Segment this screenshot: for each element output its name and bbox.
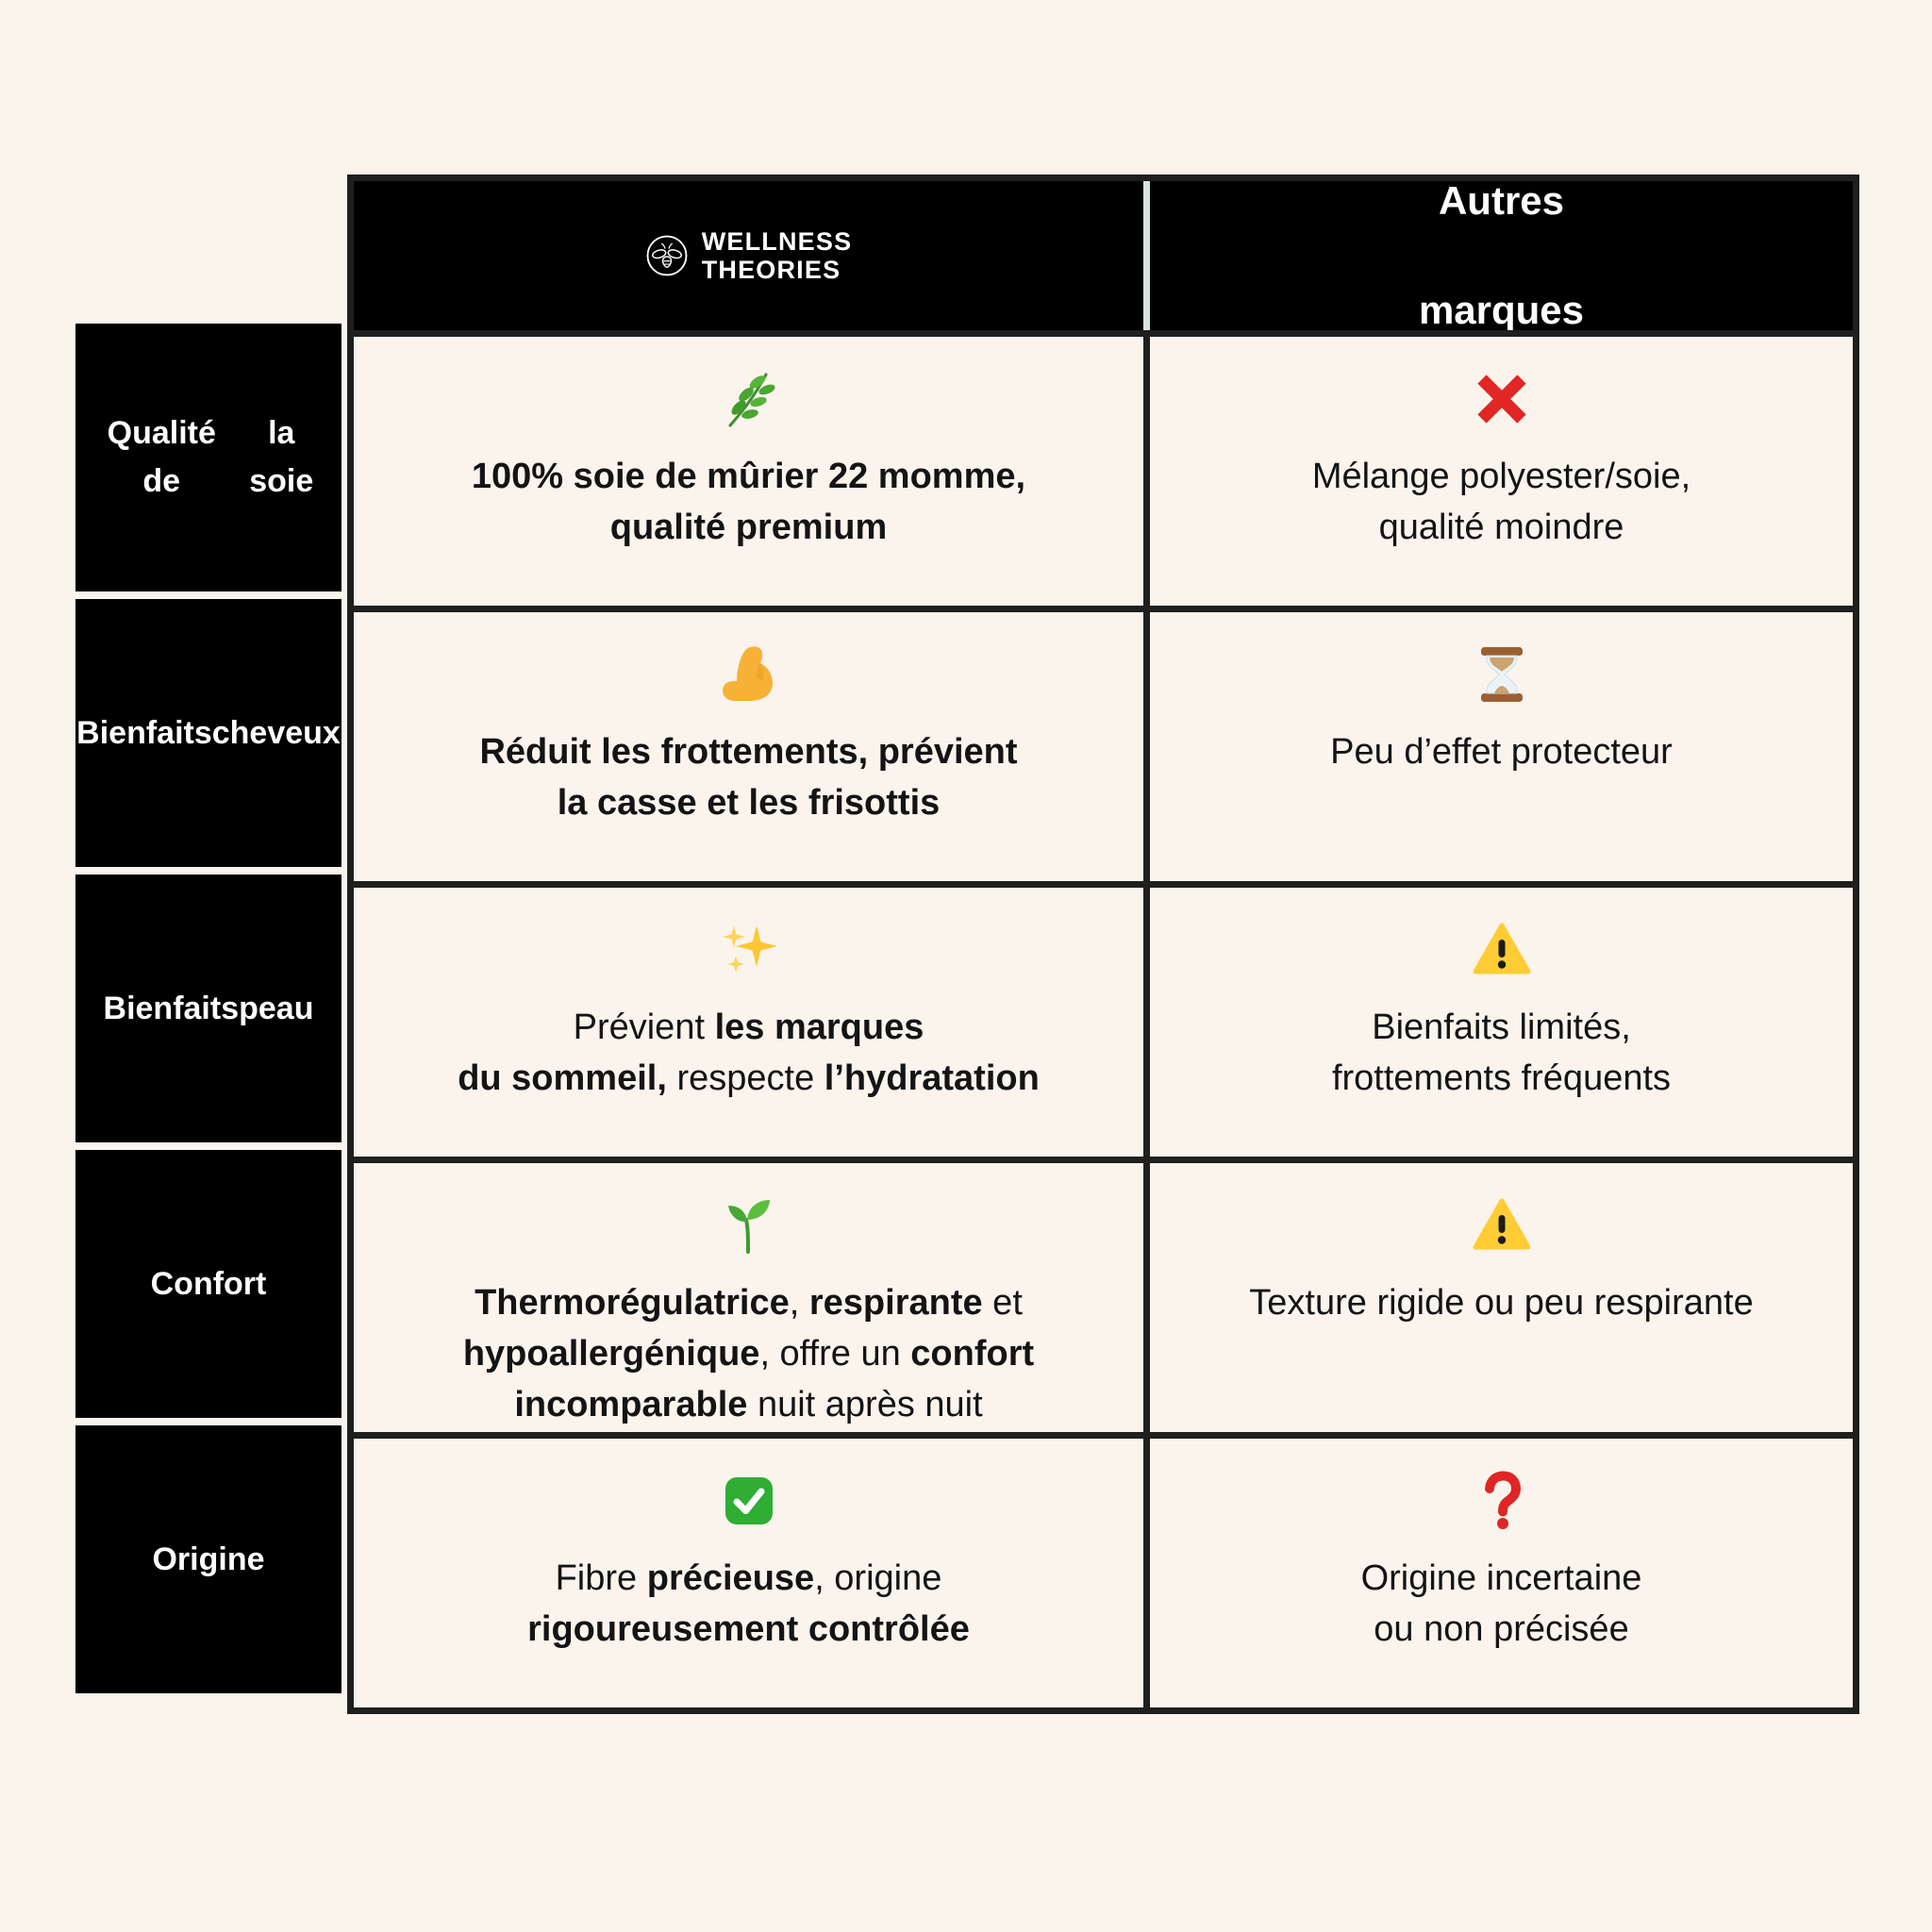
cell-text: Réduit les frottements, prévient la casse et les frisottis	[479, 732, 1018, 823]
cell-text: Texture rigide ou peu respirante	[1249, 1283, 1754, 1323]
cell-text: Prévient les marques du sommeil, respecte l’hydratation	[458, 1008, 1040, 1098]
header-autres-marques: Autres marques	[1143, 181, 1853, 330]
cross-mark-icon	[1472, 369, 1532, 429]
cell-brand-origine	[354, 1432, 1143, 1707]
comparison-table	[347, 175, 1859, 1714]
cell-other-qualite-soie	[1143, 330, 1853, 606]
flexed-biceps-icon	[719, 644, 779, 705]
cell-text: Bienfaits limités, frottements fréquents	[1331, 1008, 1672, 1098]
warning-icon	[1472, 920, 1532, 980]
cell-text: Mélange polyester/soie, qualité moindre	[1311, 457, 1691, 547]
row-label-column	[75, 324, 341, 1693]
cell-text: Thermorégulatrice, respirante et hypoallergénique, offre un confort incomparable nuit après nuit	[462, 1283, 1035, 1424]
cell-brand-bienfaits-peau	[354, 881, 1143, 1157]
cell-brand-confort	[354, 1157, 1143, 1432]
sparkles-icon	[719, 920, 779, 980]
cell-text: Peu d’effet protecteur	[1330, 732, 1673, 772]
check-mark-button-icon	[719, 1471, 779, 1531]
row-label-origine: Origine	[75, 1425, 341, 1693]
brand-logo	[645, 227, 853, 284]
cell-other-bienfaits-cheveux	[1143, 606, 1853, 881]
bee-logo-icon	[645, 234, 689, 277]
cell-brand-bienfaits-cheveux	[354, 606, 1143, 881]
herb-icon	[719, 369, 779, 429]
warning-icon	[1472, 1195, 1532, 1256]
cell-other-bienfaits-peau	[1143, 881, 1853, 1157]
cell-brand-qualite-soie	[354, 330, 1143, 606]
brand-name: WELLNESS THEORIES	[701, 226, 853, 284]
header-brand-wellness-theories	[354, 181, 1143, 330]
cell-text: Origine incertaine ou non précisée	[1360, 1558, 1642, 1649]
cell-other-origine	[1143, 1432, 1853, 1707]
cell-other-confort	[1143, 1157, 1853, 1432]
cell-text: Fibre précieuse, origine rigoureusement contrôlée	[527, 1558, 970, 1649]
row-label-qualite-soie: Qualité de la soie	[75, 324, 341, 591]
row-label-confort: Confort	[75, 1150, 341, 1418]
row-label-bienfaits-peau: Bienfaits peau	[75, 874, 341, 1142]
cell-text: 100% soie de mûrier 22 momme, qualité premium	[471, 457, 1026, 547]
seedling-icon	[719, 1195, 779, 1256]
row-label-bienfaits-cheveux: Bienfaits cheveux	[75, 599, 341, 867]
red-question-mark-icon	[1472, 1471, 1532, 1531]
hourglass-icon	[1472, 644, 1532, 705]
